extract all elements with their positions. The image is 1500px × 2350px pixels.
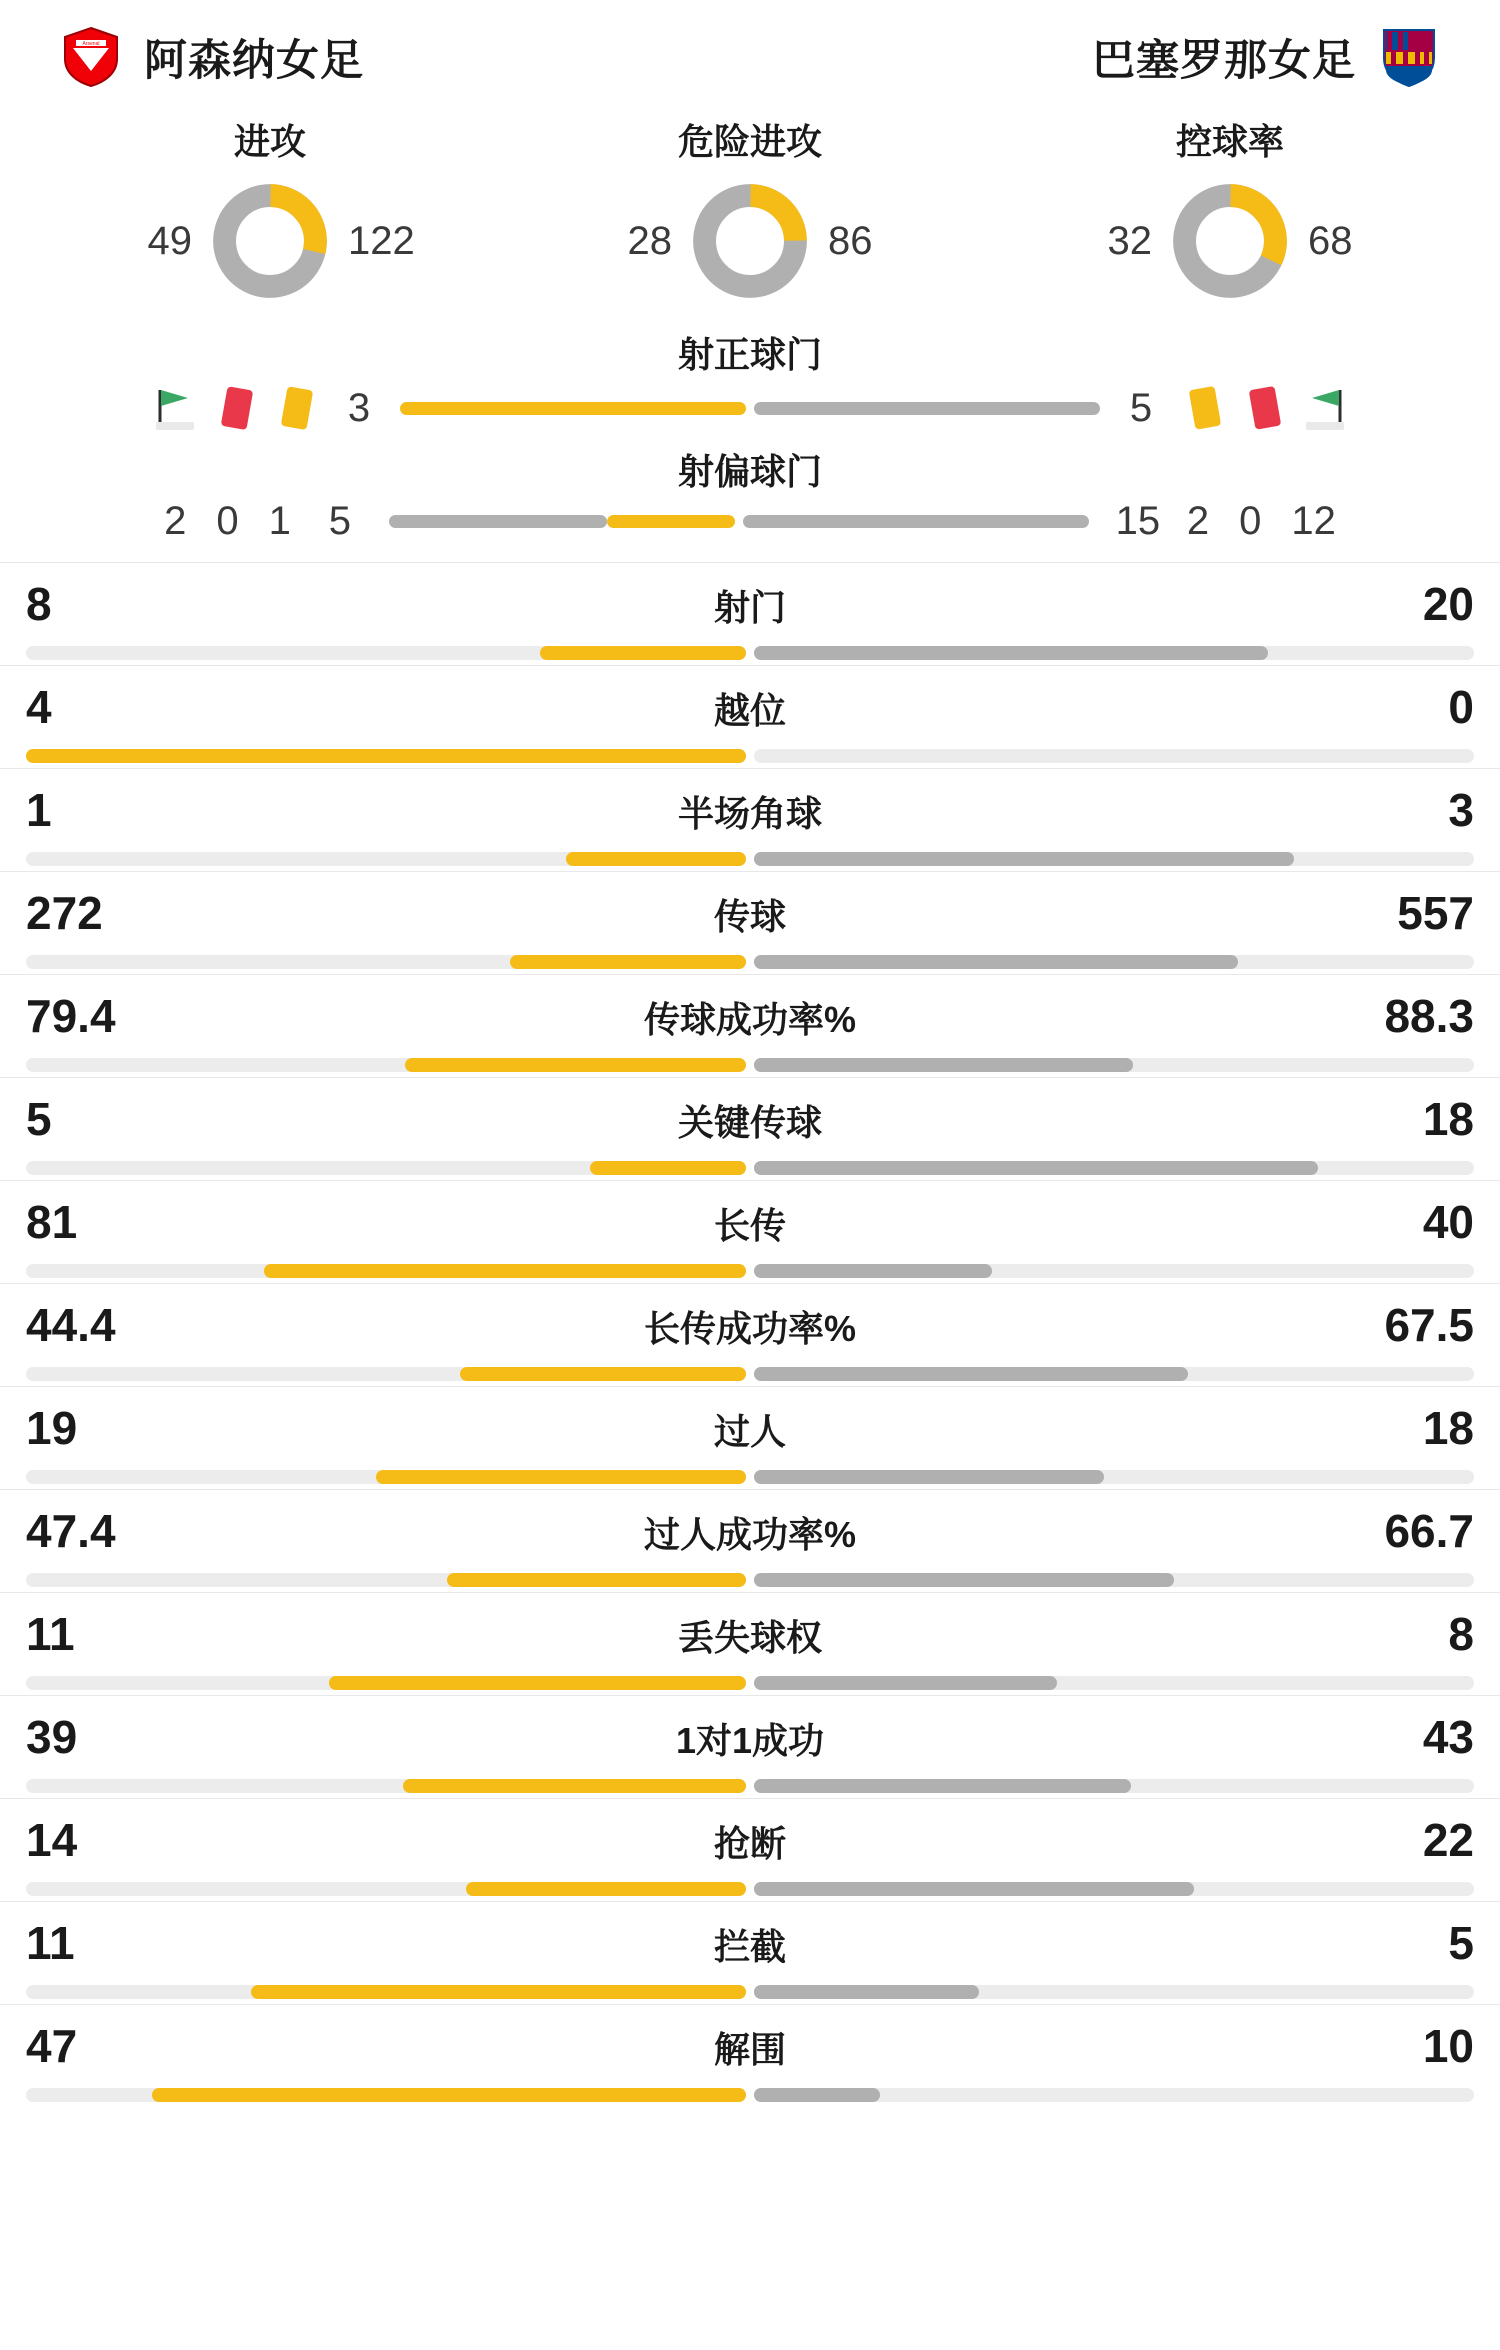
donut-title: 进攻 (233, 121, 306, 162)
stat-label: 解围 (713, 2029, 786, 2070)
stat-away-value: 67.5 (1384, 1299, 1474, 1351)
stat-row (0, 974, 1500, 1077)
stat-row (0, 1077, 1500, 1180)
home-discipline-values (164, 499, 291, 544)
stat-label: 传球成功率% (643, 999, 856, 1040)
stat-away-value: 5 (1448, 1917, 1474, 1969)
shots-and-discipline-section (0, 307, 1500, 544)
stat-away-value: 557 (1397, 887, 1474, 939)
stat-label: 长传 (713, 1205, 786, 1246)
stat-home-value: 44.4 (26, 1299, 116, 1351)
stat-away-value: 0 (1448, 681, 1474, 733)
away-corner-count: 12 (1291, 499, 1336, 543)
stat-home-value: 11 (26, 1608, 75, 1660)
stat-label: 抢断 (713, 1823, 786, 1864)
stat-label: 1对1成功 (675, 1720, 825, 1761)
home-red-card-count: 0 (216, 499, 239, 543)
stat-row (0, 1180, 1500, 1283)
stat-away-value: 18 (1422, 1093, 1474, 1145)
away-discipline-values (1187, 499, 1336, 544)
stat-label: 关键传球 (677, 1102, 822, 1143)
stat-home-value: 4 (26, 681, 52, 733)
stat-label: 过人 (713, 1411, 786, 1452)
stat-home-value: 11 (26, 1917, 75, 1969)
arsenal-crest-icon (60, 26, 122, 88)
donut-home-value: 32 (1107, 218, 1152, 263)
stat-home-value: 47.4 (26, 1505, 116, 1557)
shots-on-target-label: 射正球门 (677, 334, 822, 375)
shots-off-target-row (30, 499, 1470, 544)
stat-label: 长传成功率% (643, 1308, 856, 1349)
corner-flag-icon (154, 382, 198, 434)
stat-away-value: 66.7 (1384, 1505, 1474, 1557)
stat-label: 半场角球 (677, 793, 822, 834)
corner-flag-icon (1302, 382, 1346, 434)
match-header (0, 0, 1500, 96)
away-team-name: 巴塞罗那女足 (1092, 36, 1356, 85)
stat-away-value: 3 (1448, 784, 1474, 836)
shots-on-target-row (30, 382, 1470, 434)
stat-label: 拦截 (713, 1926, 786, 1967)
shots-on-target-home: 3 (347, 385, 371, 430)
red-card-icon (1242, 382, 1286, 434)
red-card-icon (214, 382, 258, 434)
stat-row (0, 1695, 1500, 1798)
stat-row (0, 1901, 1500, 2004)
dangerous-attacks-donut-chart (690, 181, 810, 301)
stat-away-value: 88.3 (1384, 990, 1474, 1042)
stat-home-value: 19 (26, 1402, 78, 1454)
possession-donut-chart (1170, 181, 1290, 301)
stat-away-value: 40 (1422, 1196, 1474, 1248)
home-team-name: 阿森纳女足 (144, 36, 364, 85)
attacks-donut-chart (210, 181, 330, 301)
shots-off-target-bar (389, 514, 1089, 530)
stat-home-value: 8 (26, 578, 52, 630)
donut-home-value: 28 (627, 218, 672, 263)
stat-row (0, 1386, 1500, 1489)
stat-label: 传球 (713, 896, 786, 937)
stat-row (0, 1592, 1500, 1695)
donut-away-value: 86 (828, 218, 873, 263)
shots-on-target-bar (400, 400, 1100, 416)
stat-home-value: 272 (26, 887, 103, 939)
home-discipline-icons (154, 382, 318, 434)
yellow-card-icon (1182, 382, 1226, 434)
stat-home-value: 14 (26, 1814, 78, 1866)
stat-home-value: 81 (26, 1196, 78, 1248)
donut-away-value: 122 (348, 218, 415, 263)
svg-text:Arsenal: Arsenal (82, 41, 100, 47)
stats-list (0, 562, 1500, 2107)
stat-label: 过人成功率% (643, 1514, 856, 1555)
stat-row (0, 768, 1500, 871)
away-team (1092, 26, 1440, 88)
shots-off-target-home: 5 (328, 499, 351, 543)
stat-label: 丢失球权 (677, 1617, 822, 1658)
donut-away-value: 68 (1308, 218, 1353, 263)
donut-home-value: 49 (147, 218, 192, 263)
stat-away-value: 18 (1422, 1402, 1474, 1454)
stat-row (0, 1489, 1500, 1592)
stat-label: 越位 (713, 690, 786, 731)
stat-away-value: 20 (1422, 578, 1474, 630)
donut-block-attacks (32, 114, 507, 301)
stat-away-value: 43 (1422, 1711, 1474, 1763)
shots-off-target-label: 射偏球门 (677, 451, 822, 492)
stat-home-value: 79.4 (26, 990, 116, 1042)
stat-home-value: 47 (26, 2020, 78, 2072)
stat-row (0, 2004, 1500, 2107)
stat-home-value: 1 (26, 784, 52, 836)
stat-row (0, 562, 1500, 665)
shots-off-target-away: 15 (1115, 499, 1161, 543)
donut-block-dangerous-attacks (512, 114, 987, 301)
away-discipline-icons (1182, 382, 1346, 434)
home-team (60, 26, 364, 88)
stat-home-value: 5 (26, 1093, 52, 1145)
stat-away-value: 8 (1448, 1608, 1474, 1660)
donut-stats-row (0, 96, 1500, 307)
away-yellow-card-count: 2 (1186, 499, 1210, 543)
stat-row (0, 665, 1500, 768)
barcelona-crest-icon (1378, 26, 1440, 88)
yellow-card-icon (274, 382, 318, 434)
away-red-card-count: 0 (1239, 499, 1262, 543)
donut-title: 危险进攻 (677, 121, 822, 162)
donut-block-possession (992, 114, 1467, 301)
donut-title: 控球率 (1175, 121, 1284, 162)
home-corner-count: 2 (164, 499, 187, 543)
home-yellow-card-count: 1 (268, 499, 291, 543)
stat-row (0, 1283, 1500, 1386)
stat-label: 射门 (713, 587, 786, 628)
stat-row (0, 871, 1500, 974)
stat-away-value: 10 (1422, 2020, 1474, 2072)
stat-home-value: 39 (26, 1711, 78, 1763)
stat-row (0, 1798, 1500, 1901)
stat-away-value: 22 (1422, 1814, 1474, 1866)
shots-on-target-away: 5 (1129, 385, 1153, 430)
